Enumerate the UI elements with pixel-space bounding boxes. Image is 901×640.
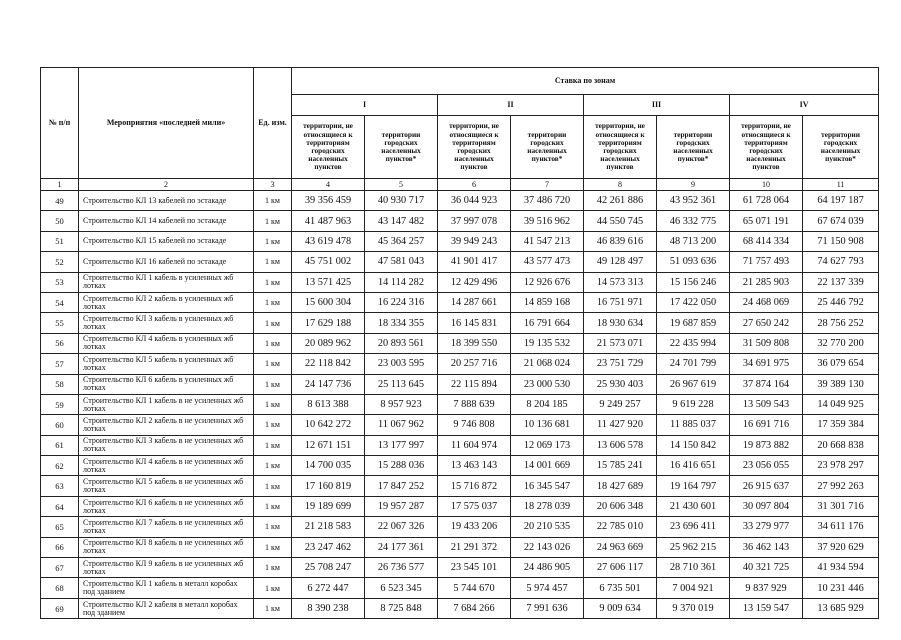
rate-table [40, 67, 879, 619]
rate-value: 23 545 101 [438, 558, 511, 578]
rate-value: 11 067 962 [365, 415, 438, 435]
row-number: 56 [41, 333, 79, 353]
rate-value: 20 893 561 [365, 333, 438, 353]
rate-value: 5 974 457 [511, 578, 584, 598]
rate-value: 17 847 252 [365, 476, 438, 496]
subheader-urban: территории городских населенных пунктов* [511, 116, 584, 179]
row-number: 69 [41, 598, 79, 618]
rate-value: 26 967 619 [657, 374, 730, 394]
rate-value: 41 547 213 [511, 231, 584, 251]
table-row [41, 517, 879, 537]
rate-value: 17 359 384 [803, 415, 879, 435]
column-number: 2 [79, 179, 254, 191]
event-name: Строительство КЛ 4 кабель в не усиленных жб лотках [79, 456, 254, 476]
row-number: 50 [41, 211, 79, 231]
row-number: 51 [41, 231, 79, 251]
row-number: 64 [41, 496, 79, 516]
table-row [41, 191, 879, 211]
rate-value: 14 001 669 [511, 456, 584, 476]
rate-value: 8 725 848 [365, 598, 438, 618]
rate-value: 14 573 313 [584, 272, 657, 292]
rate-value: 27 992 263 [803, 476, 879, 496]
rate-value: 25 962 215 [657, 537, 730, 557]
rate-value: 9 619 228 [657, 394, 730, 414]
unit-cell: 1 км [254, 476, 292, 496]
rate-value: 19 433 206 [438, 517, 511, 537]
row-number: 65 [41, 517, 79, 537]
rate-value: 39 389 130 [803, 374, 879, 394]
rate-value: 10 231 446 [803, 578, 879, 598]
rate-value: 40 321 725 [730, 558, 803, 578]
event-name: Строительство КЛ 8 кабель в не усиленных жб лотках [79, 537, 254, 557]
unit-cell: 1 км [254, 231, 292, 251]
event-name: Строительство КЛ 9 кабель в не усиленных жб лотках [79, 558, 254, 578]
unit-cell: 1 км [254, 578, 292, 598]
rate-value: 24 963 669 [584, 537, 657, 557]
rate-value: 14 114 282 [365, 272, 438, 292]
unit-cell: 1 км [254, 537, 292, 557]
rate-value: 21 218 583 [292, 517, 365, 537]
rate-value: 20 089 962 [292, 333, 365, 353]
subheader-urban: территории городских населенных пунктов* [657, 116, 730, 179]
rate-value: 21 430 601 [657, 496, 730, 516]
table-row [41, 496, 879, 516]
event-name: Строительство КЛ 1 кабель в металл коробах под зданием [79, 578, 254, 598]
rate-value: 19 873 882 [730, 435, 803, 455]
rate-value: 39 516 962 [511, 211, 584, 231]
event-name: Строительство КЛ 1 кабель в не усиленных жб лотках [79, 394, 254, 414]
rate-value: 13 177 997 [365, 435, 438, 455]
unit-cell: 1 км [254, 598, 292, 618]
event-name: Строительство КЛ 5 кабель в не усиленных жб лотках [79, 476, 254, 496]
rate-value: 18 930 634 [584, 313, 657, 333]
table-row [41, 333, 879, 353]
rate-value: 22 118 842 [292, 354, 365, 374]
rate-value: 17 160 819 [292, 476, 365, 496]
event-name: Строительство КЛ 6 кабель в усиленных жб лотках [79, 374, 254, 394]
col-header-unit: Ед. изм. [254, 68, 292, 179]
rate-value: 25 113 645 [365, 374, 438, 394]
rate-value: 16 791 664 [511, 313, 584, 333]
rate-value: 44 550 745 [584, 211, 657, 231]
rate-value: 12 429 496 [438, 272, 511, 292]
rate-value: 48 713 200 [657, 231, 730, 251]
rate-value: 23 978 297 [803, 456, 879, 476]
rate-value: 15 288 036 [365, 456, 438, 476]
rate-value: 13 685 929 [803, 598, 879, 618]
event-name: Строительство КЛ 4 кабель в усиленных жб лотках [79, 333, 254, 353]
rate-value: 28 756 252 [803, 313, 879, 333]
rate-value: 37 486 720 [511, 191, 584, 211]
rate-value: 19 164 797 [657, 476, 730, 496]
rate-value: 19 687 859 [657, 313, 730, 333]
column-number: 7 [511, 179, 584, 191]
event-name: Строительство КЛ 13 кабелей по эстакаде [79, 191, 254, 211]
table-row [41, 537, 879, 557]
row-number: 67 [41, 558, 79, 578]
subheader-nonurban: территории, не относящиеся к территориям городских населенных пунктов [584, 116, 657, 179]
rate-value: 17 575 037 [438, 496, 511, 516]
row-number: 61 [41, 435, 79, 455]
rate-value: 21 285 903 [730, 272, 803, 292]
zone-header-1: I [292, 95, 438, 116]
table-row [41, 578, 879, 598]
rate-value: 12 069 173 [511, 435, 584, 455]
column-number: 10 [730, 179, 803, 191]
rate-value: 21 291 372 [438, 537, 511, 557]
rate-value: 15 785 241 [584, 456, 657, 476]
rate-value: 17 422 050 [657, 292, 730, 312]
rate-value: 16 691 716 [730, 415, 803, 435]
rate-value: 14 859 168 [511, 292, 584, 312]
rate-value: 22 143 026 [511, 537, 584, 557]
rate-value: 39 356 459 [292, 191, 365, 211]
rate-value: 15 716 872 [438, 476, 511, 496]
rate-value: 27 650 242 [730, 313, 803, 333]
rate-value: 11 604 974 [438, 435, 511, 455]
unit-cell: 1 км [254, 333, 292, 353]
rate-value: 14 700 035 [292, 456, 365, 476]
rate-value: 11 427 920 [584, 415, 657, 435]
rate-value: 25 930 403 [584, 374, 657, 394]
row-number: 54 [41, 292, 79, 312]
rate-value: 41 934 594 [803, 558, 879, 578]
rate-value: 7 684 266 [438, 598, 511, 618]
table-row [41, 394, 879, 414]
table-row [41, 435, 879, 455]
table-row [41, 211, 879, 231]
row-number: 59 [41, 394, 79, 414]
column-number: 11 [803, 179, 879, 191]
table-row [41, 272, 879, 292]
unit-cell: 1 км [254, 558, 292, 578]
rate-value: 71 757 493 [730, 252, 803, 272]
rate-value: 26 736 577 [365, 558, 438, 578]
table-row [41, 476, 879, 496]
rate-value: 49 128 497 [584, 252, 657, 272]
row-number: 53 [41, 272, 79, 292]
rate-value: 13 571 425 [292, 272, 365, 292]
column-number: 9 [657, 179, 730, 191]
table-row [41, 415, 879, 435]
table-row [41, 374, 879, 394]
event-name: Строительство КЛ 1 кабель в усиленных жб лотках [79, 272, 254, 292]
rate-value: 9 746 808 [438, 415, 511, 435]
column-number: 4 [292, 179, 365, 191]
event-name: Строительство КЛ 6 кабель в не усиленных жб лотках [79, 496, 254, 516]
col-header-number: № п/п [41, 68, 79, 179]
rate-value: 34 611 176 [803, 517, 879, 537]
rate-value: 8 613 388 [292, 394, 365, 414]
row-number: 68 [41, 578, 79, 598]
rate-value: 10 136 681 [511, 415, 584, 435]
event-name: Строительство КЛ 14 кабелей по эстакаде [79, 211, 254, 231]
rate-value: 16 345 547 [511, 476, 584, 496]
rate-value: 24 147 736 [292, 374, 365, 394]
rate-value: 41 901 417 [438, 252, 511, 272]
rate-value: 33 279 977 [730, 517, 803, 537]
zone-header-4: IV [730, 95, 879, 116]
rate-value: 36 079 654 [803, 354, 879, 374]
rate-value: 9 249 257 [584, 394, 657, 414]
rate-value: 13 463 143 [438, 456, 511, 476]
rate-value: 12 671 151 [292, 435, 365, 455]
rate-value: 14 049 925 [803, 394, 879, 414]
unit-cell: 1 км [254, 374, 292, 394]
subheader-urban: территории городских населенных пунктов* [803, 116, 879, 179]
col-header-event: Мероприятия «последней мили» [79, 68, 254, 179]
rate-value: 26 915 637 [730, 476, 803, 496]
rate-value: 71 150 908 [803, 231, 879, 251]
unit-cell: 1 км [254, 517, 292, 537]
rate-value: 68 414 334 [730, 231, 803, 251]
row-number: 60 [41, 415, 79, 435]
rate-value: 14 150 842 [657, 435, 730, 455]
table-row [41, 252, 879, 272]
table-row [41, 292, 879, 312]
rate-value: 18 427 689 [584, 476, 657, 496]
rate-value: 22 115 894 [438, 374, 511, 394]
rate-value: 37 997 078 [438, 211, 511, 231]
rate-value: 15 600 304 [292, 292, 365, 312]
unit-cell: 1 км [254, 394, 292, 414]
rate-value: 42 261 886 [584, 191, 657, 211]
rate-value: 20 210 535 [511, 517, 584, 537]
rate-value: 25 446 792 [803, 292, 879, 312]
rate-value: 18 334 355 [365, 313, 438, 333]
event-name: Строительство КЛ 7 кабель в не усиленных жб лотках [79, 517, 254, 537]
event-name: Строительство КЛ 15 кабелей по эстакаде [79, 231, 254, 251]
row-number: 57 [41, 354, 79, 374]
row-number: 66 [41, 537, 79, 557]
rate-value: 24 468 069 [730, 292, 803, 312]
zone-header-3: III [584, 95, 730, 116]
rate-value: 13 606 578 [584, 435, 657, 455]
unit-cell: 1 км [254, 191, 292, 211]
rate-value: 9 370 019 [657, 598, 730, 618]
rate-value: 13 509 543 [730, 394, 803, 414]
rate-value: 8 390 238 [292, 598, 365, 618]
rate-value: 17 629 188 [292, 313, 365, 333]
rate-value: 43 619 478 [292, 231, 365, 251]
unit-cell: 1 км [254, 415, 292, 435]
rate-value: 7 888 639 [438, 394, 511, 414]
zone-header-2: II [438, 95, 584, 116]
rate-value: 23 003 595 [365, 354, 438, 374]
rate-value: 51 093 636 [657, 252, 730, 272]
unit-cell: 1 км [254, 496, 292, 516]
unit-cell: 1 км [254, 272, 292, 292]
rate-value: 23 247 462 [292, 537, 365, 557]
unit-cell: 1 км [254, 313, 292, 333]
rate-value: 32 770 200 [803, 333, 879, 353]
rate-value: 20 606 348 [584, 496, 657, 516]
rate-value: 14 287 661 [438, 292, 511, 312]
rate-value: 43 147 482 [365, 211, 438, 231]
rate-value: 22 137 339 [803, 272, 879, 292]
event-name: Строительство КЛ 16 кабелей по эстакаде [79, 252, 254, 272]
rate-value: 24 701 799 [657, 354, 730, 374]
rate-value: 28 710 361 [657, 558, 730, 578]
column-number: 1 [41, 179, 79, 191]
rate-value: 19 135 532 [511, 333, 584, 353]
rate-value: 19 189 699 [292, 496, 365, 516]
rate-value: 6 735 501 [584, 578, 657, 598]
rate-value: 6 272 447 [292, 578, 365, 598]
unit-cell: 1 км [254, 292, 292, 312]
rate-value: 6 523 345 [365, 578, 438, 598]
row-number: 49 [41, 191, 79, 211]
rate-value: 13 159 547 [730, 598, 803, 618]
column-number: 5 [365, 179, 438, 191]
rate-value: 37 874 164 [730, 374, 803, 394]
rate-value: 22 435 994 [657, 333, 730, 353]
subheader-nonurban: территории, не относящиеся к территориям городских населенных пунктов [292, 116, 365, 179]
rate-value: 61 728 064 [730, 191, 803, 211]
column-number: 8 [584, 179, 657, 191]
rate-value: 23 056 055 [730, 456, 803, 476]
rate-value: 30 097 804 [730, 496, 803, 516]
rate-value: 16 145 831 [438, 313, 511, 333]
rate-value: 43 577 473 [511, 252, 584, 272]
rate-value: 21 068 024 [511, 354, 584, 374]
unit-cell: 1 км [254, 252, 292, 272]
rate-value: 11 885 037 [657, 415, 730, 435]
event-name: Строительство КЛ 2 кабеля в металл коробах под зданием [79, 598, 254, 618]
rate-value: 23 000 530 [511, 374, 584, 394]
table-row [41, 558, 879, 578]
rate-value: 12 926 676 [511, 272, 584, 292]
unit-cell: 1 км [254, 354, 292, 374]
unit-cell: 1 км [254, 435, 292, 455]
rate-value: 65 071 191 [730, 211, 803, 231]
rate-value: 36 462 143 [730, 537, 803, 557]
rate-value: 34 691 975 [730, 354, 803, 374]
column-number: 6 [438, 179, 511, 191]
rate-value: 8 204 185 [511, 394, 584, 414]
subheader-urban: территории городских населенных пунктов* [365, 116, 438, 179]
row-number: 63 [41, 476, 79, 496]
rate-value: 31 301 716 [803, 496, 879, 516]
rate-value: 23 696 411 [657, 517, 730, 537]
rate-value: 41 487 963 [292, 211, 365, 231]
rate-value: 16 751 971 [584, 292, 657, 312]
rate-value: 23 751 729 [584, 354, 657, 374]
rate-value: 24 177 361 [365, 537, 438, 557]
rate-value: 18 399 550 [438, 333, 511, 353]
rate-value: 24 486 905 [511, 558, 584, 578]
rate-value: 19 957 287 [365, 496, 438, 516]
rate-value: 27 606 117 [584, 558, 657, 578]
event-name: Строительство КЛ 2 кабель в не усиленных жб лотках [79, 415, 254, 435]
rate-value: 22 785 010 [584, 517, 657, 537]
rate-value: 46 839 616 [584, 231, 657, 251]
rate-table-document [40, 67, 878, 619]
rate-value: 40 930 717 [365, 191, 438, 211]
rate-value: 64 197 187 [803, 191, 879, 211]
rate-value: 7 991 636 [511, 598, 584, 618]
event-name: Строительство КЛ 3 кабель в усиленных жб лотках [79, 313, 254, 333]
rate-value: 36 044 923 [438, 191, 511, 211]
rate-value: 5 744 670 [438, 578, 511, 598]
event-name: Строительство КЛ 3 кабель в не усиленных жб лотках [79, 435, 254, 455]
rate-value: 45 751 002 [292, 252, 365, 272]
rate-value: 45 364 257 [365, 231, 438, 251]
event-name: Строительство КЛ 2 кабель в усиленных жб лотках [79, 292, 254, 312]
unit-cell: 1 км [254, 211, 292, 231]
row-number: 52 [41, 252, 79, 272]
rate-value: 20 257 716 [438, 354, 511, 374]
rate-value: 16 416 651 [657, 456, 730, 476]
rate-value: 47 581 043 [365, 252, 438, 272]
rate-value: 16 224 316 [365, 292, 438, 312]
rate-value: 74 627 793 [803, 252, 879, 272]
table-row [41, 598, 879, 618]
rate-value: 39 949 243 [438, 231, 511, 251]
rate-value: 22 067 326 [365, 517, 438, 537]
row-number: 62 [41, 456, 79, 476]
rate-value: 20 668 838 [803, 435, 879, 455]
rate-value: 43 952 361 [657, 191, 730, 211]
rate-value: 7 004 921 [657, 578, 730, 598]
rate-value: 9 009 634 [584, 598, 657, 618]
column-number-row [41, 179, 879, 191]
event-name: Строительство КЛ 5 кабель в усиленных жб лотках [79, 354, 254, 374]
rate-value: 25 708 247 [292, 558, 365, 578]
rate-value: 9 837 929 [730, 578, 803, 598]
table-row [41, 456, 879, 476]
rate-value: 21 573 071 [584, 333, 657, 353]
row-number: 58 [41, 374, 79, 394]
rate-value: 10 642 272 [292, 415, 365, 435]
table-row [41, 354, 879, 374]
subheader-nonurban: территории, не относящиеся к территориям городских населенных пунктов [730, 116, 803, 179]
column-number: 3 [254, 179, 292, 191]
rate-value: 8 957 923 [365, 394, 438, 414]
rate-value: 67 674 039 [803, 211, 879, 231]
subheader-nonurban: территории, не относящиеся к территориям городских населенных пунктов [438, 116, 511, 179]
rate-value: 18 278 039 [511, 496, 584, 516]
col-header-rate: Ставка по зонам [292, 68, 879, 95]
table-row [41, 313, 879, 333]
rate-value: 15 156 246 [657, 272, 730, 292]
unit-cell: 1 км [254, 456, 292, 476]
rate-value: 31 509 808 [730, 333, 803, 353]
rate-value: 37 920 629 [803, 537, 879, 557]
row-number: 55 [41, 313, 79, 333]
table-row [41, 231, 879, 251]
rate-value: 46 332 775 [657, 211, 730, 231]
